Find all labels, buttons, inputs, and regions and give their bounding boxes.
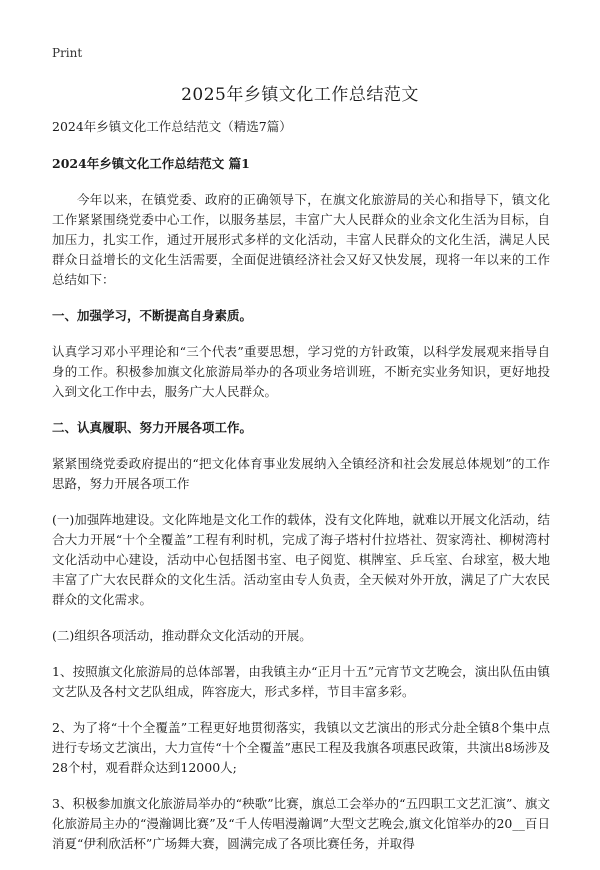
document-title: 2025年乡镇文化工作总结范文	[181, 85, 419, 105]
paragraph-1: 认真学习邓小平理论和“三个代表”重要思想，学习党的方针政策，以科学发展观来指导自身的工作。积极参加旗文化旅游局举办的各项业务培训班，不断充实业务知识，更好地投入到文化工作中去，服务广大人民群众。	[52, 344, 550, 399]
paragraph-3: (一)加强阵地建设。文化阵地是文化工作的载体，没有文化阵地，就难以开展文化活动，结合大力开展“十个全覆盖”工程有利时机，完成了海子塔村什拉塔社、贺家湾社、柳树湾村文化活动中心建设，活动中心包括图书室、电子阅览、棋牌室、乒乓室、台球室，极大地丰富了广大农民群众的文化生活。活动室由专人负责，全天候对外开放，满足了广大农民群众的文化需求。	[52, 512, 550, 607]
print-label[interactable]: Print	[52, 46, 83, 60]
paragraph-2: 紧紧围绕党委政府提出的“把文化体育事业发展纳入全镇经济和社会发展总体规划”的工作思路，努力开展各项工作	[52, 456, 550, 491]
paragraph-6: 2、为了将“十个全覆盖”工程更好地贯彻落实，我镇以文艺演出的形式分赴全镇8个集中点进行专场文艺演出，大力宣传“十个全覆盖”惠民工程及我旗各项惠民政策，共演出8场涉及28个村，观看群众达到12000人;	[52, 720, 550, 775]
paragraph-4: (二)组织各项活动，推动群众文化活动的开展。	[52, 628, 312, 643]
section-heading: 2024年乡镇文化工作总结范文 篇1	[52, 156, 250, 171]
intro-paragraph: 今年以来，在镇党委、政府的正确领导下，在旗文化旅游局的关心和指导下，镇文化工作紧紧围绕党委中心工作，以服务基层，丰富广大人民群众的业余文化生活为目标，自加压力，扎实工作，通过开展形式多样的文化活动，丰富人民群众的文化生活，满足人民群众日益增长的文化生活需要，全面促进镇经济社会又好又快发展，现将一年以来的工作总结如下：	[52, 192, 550, 287]
heading-1: 一、加强学习，不断提高自身素质。	[52, 308, 253, 323]
document-subtitle: 2024年乡镇文化工作总结范文（精选7篇）	[52, 119, 292, 134]
paragraph-5: 1、按照旗文化旅游局的总体部署，由我镇主办“正月十五”元宵节文艺晚会，演出队伍由镇文艺队及各村文艺队组成，阵容庞大，形式多样，节目丰富多彩。	[52, 664, 550, 699]
paragraph-7: 3、积极参加旗文化旅游局举办的“秧歌”比赛，旗总工会举办的“五四职工文艺汇演”、旗文化旅游局主办的“漫瀚调比赛”及“千人传唱漫瀚调”大型文艺晚会,旗文化馆举办的20__百日消夏“伊利欣活杯”广场舞大赛，圆满完成了各项比赛任务，并取得	[52, 796, 550, 851]
heading-2: 二、认真履职、努力开展各项工作。	[52, 420, 253, 435]
document-body	[52, 117, 550, 870]
